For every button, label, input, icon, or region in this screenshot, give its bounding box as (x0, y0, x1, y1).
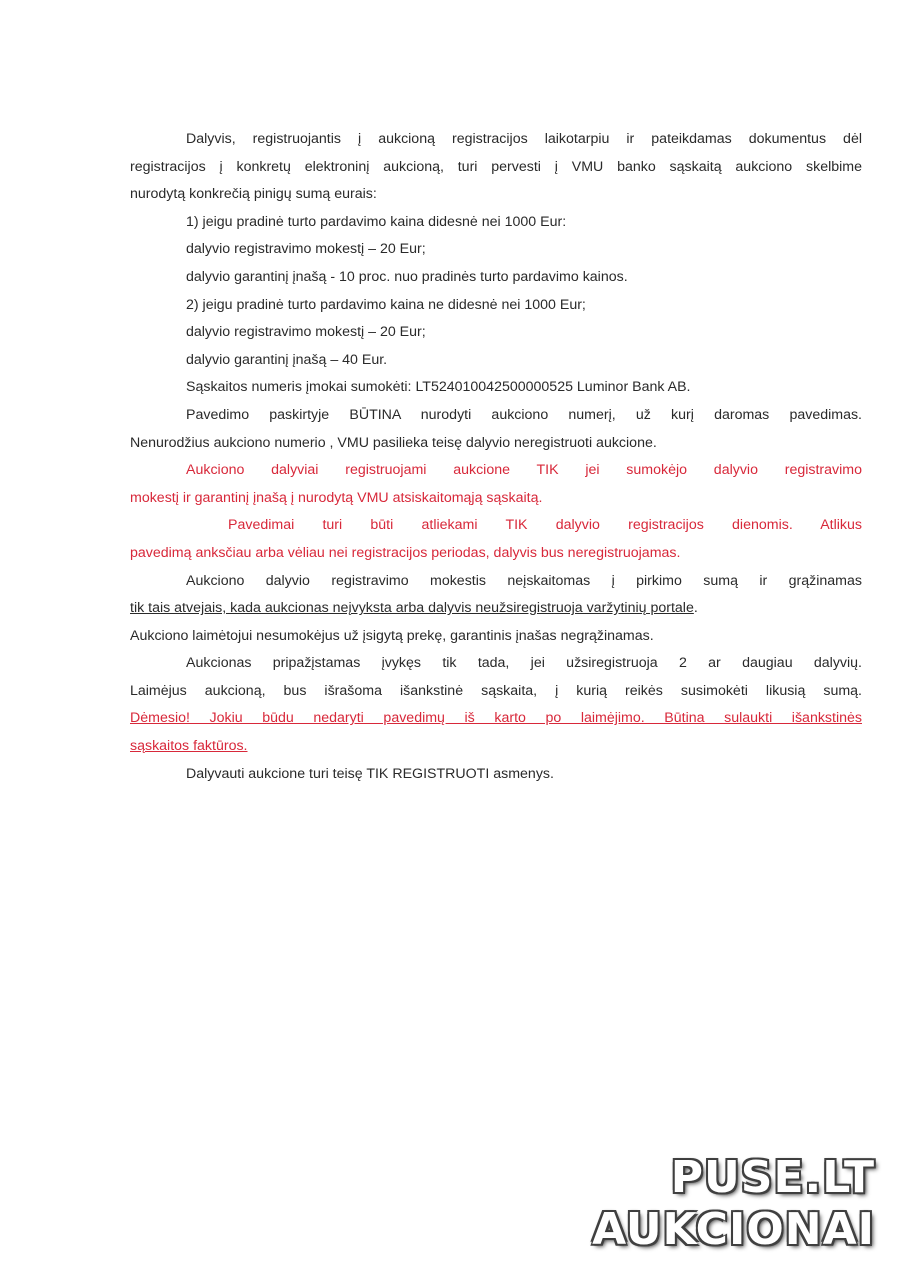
warning-line: Pavedimai turi būti atliekami TIK dalyvio registracijos dienomis. Atlikus (228, 517, 862, 534)
warning-line: Aukciono dalyviai registruojami aukcione TIK jei sumokėjo dalyvio registravimo (186, 462, 862, 479)
paragraph-line (130, 595, 862, 623)
watermark-line: PUSE.LT (670, 1152, 875, 1203)
list-item: dalyvio registravimo mokestį – 20 Eur; (186, 324, 426, 341)
warning-line: mokestį ir garantinį įnašą į nurodytą VMU atsiskaitomąją sąskaitą. (130, 489, 543, 506)
paragraph-line: Laimėjus aukcioną, bus išrašoma išankstinė sąskaita, į kurią reikės susimokėti likusią sumą. (130, 682, 862, 699)
warning-line: pavedimą anksčiau arba vėliau nei registracijos periodas, dalyvis bus neregistruojamas. (130, 544, 681, 561)
list-item: 2) jeigu pradinė turto pardavimo kaina ne didesnė nei 1000 Eur; (186, 296, 586, 313)
paragraph-line: Pavedimo paskirtyje BŪTINA nurodyti aukciono numerį, už kurį daromas pavedimas. (186, 406, 862, 423)
paragraph-line: Nenurodžius aukciono numerio , VMU pasilieka teisę dalyvio neregistruoti aukcione. (130, 434, 657, 451)
paragraph-line: Aukciono dalyvio registravimo mokestis neįskaitomas į pirkimo sumą ir grąžinamas (186, 572, 862, 589)
list-item: dalyvio garantinį įnašą – 40 Eur. (186, 351, 388, 368)
paragraph-line: nurodytą konkrečią pinigų sumą eurais: (130, 186, 377, 203)
account-number-line: Sąskaitos numeris įmokai sumokėti: LT524010042500000525 Luminor Bank AB. (186, 379, 691, 396)
list-item: dalyvio garantinį įnašą - 10 proc. nuo pradinės turto pardavimo kainos. (186, 268, 628, 285)
paragraph-line: registracijos į konkretų elektroninį aukcioną, turi pervesti į VMU banko sąskaitą aukciono skelbime (130, 158, 862, 175)
paragraph-line: Dalyvis, registruojantis į aukcioną registracijos laikotarpiu ir pateikdamas dokumentus dėl (186, 131, 862, 147)
paragraph-line: Aukcionas pripažįstamas įvykęs tik tada, jei užsiregistruoja 2 ar daugiau dalyvių. (186, 655, 862, 672)
underlined-text: tik tais atvejais, kada aukcionas neįvyksta arba dalyvis neužsiregistruoja varžytinių portale (130, 600, 694, 617)
list-item: dalyvio registravimo mokestį – 20 Eur; (186, 241, 426, 258)
period: . (693, 600, 698, 617)
paragraph-line: Aukciono laimėtojui nesumokėjus už įsigytą prekę, garantinis įnašas negrąžinamas. (130, 627, 654, 644)
watermark-logo (592, 1152, 875, 1256)
document-body (130, 126, 862, 788)
attention-line: sąskaitos faktūros. (130, 738, 248, 755)
watermark-line: AUKCIONAI (592, 1204, 875, 1255)
list-item: 1) jeigu pradinė turto pardavimo kaina didesnė nei 1000 Eur: (186, 213, 567, 230)
attention-line: Dėmesio! Jokiu būdu nedaryti pavedimų iš karto po laimėjimo. Būtina sulaukti išankstinės (130, 710, 862, 727)
paragraph-line: Dalyvauti aukcione turi teisę TIK REGISTRUOTI asmenys. (186, 765, 554, 782)
